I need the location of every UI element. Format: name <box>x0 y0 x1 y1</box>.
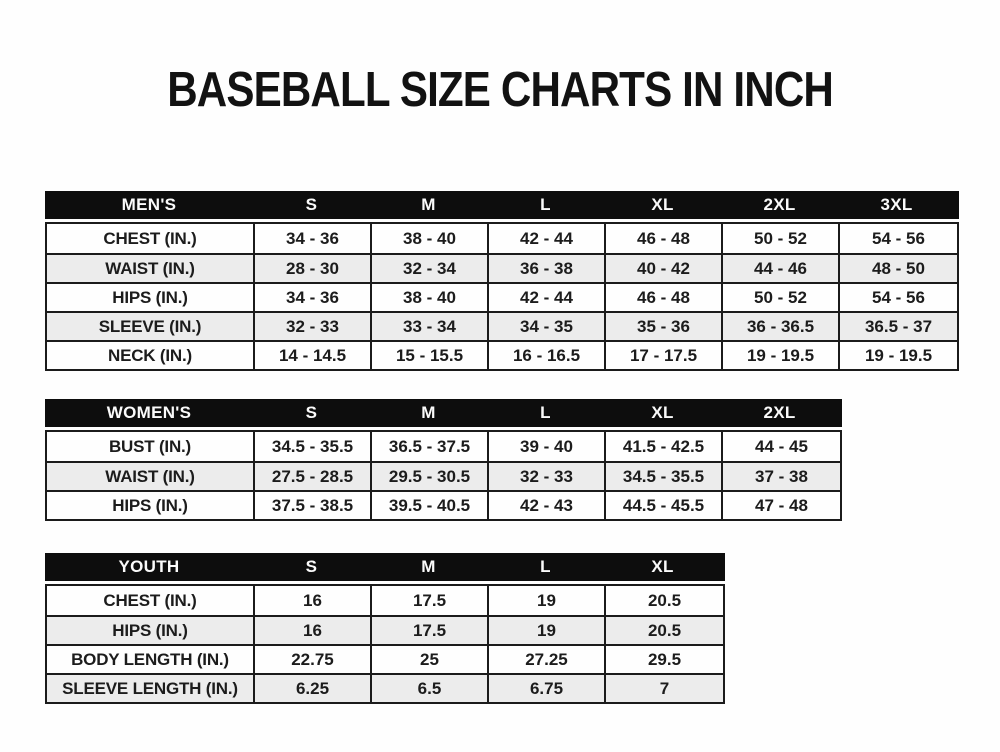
size-value-cell: 6.25 <box>255 675 372 702</box>
size-value-cell: 42 - 43 <box>489 492 606 519</box>
size-value-cell: 19 <box>489 617 606 644</box>
womens-header-label: WOMEN'S <box>106 403 192 422</box>
size-value-cell: 44 - 45 <box>755 436 808 456</box>
womens-size-table <box>45 399 842 521</box>
table-row <box>47 673 723 702</box>
row-label: WAIST (IN.) <box>47 255 255 282</box>
size-value-cell: 22.75 <box>255 646 372 673</box>
size-value-cell: 38 - 40 <box>372 284 489 311</box>
table-row <box>47 311 957 340</box>
mens-table-header <box>45 191 959 219</box>
table-row <box>47 461 840 490</box>
size-value-cell: 17.5 <box>372 586 489 615</box>
size-value-cell: 36 - 36.5 <box>723 313 840 340</box>
size-value-cell: 16 - 16.5 <box>489 342 606 369</box>
youth-column-header-s: S <box>305 557 318 576</box>
size-value-cell: 54 - 56 <box>872 287 925 307</box>
size-value-cell: 36.5 - 37.5 <box>372 432 489 461</box>
size-value-cell: 37 - 38 <box>755 466 808 486</box>
size-value-cell: 19 - 19.5 <box>864 345 933 365</box>
size-value-cell: 50 - 52 <box>723 224 840 253</box>
womens-column-header-l: L <box>540 403 551 422</box>
size-value-cell: 36 - 38 <box>489 255 606 282</box>
size-value-cell: 39 - 40 <box>489 432 606 461</box>
size-value-cell: 15 - 15.5 <box>372 342 489 369</box>
size-value-cell: 44.5 - 45.5 <box>606 492 723 519</box>
table-row <box>47 615 723 644</box>
table-row <box>47 282 957 311</box>
table-row <box>47 253 957 282</box>
size-value-cell: 28 - 30 <box>255 255 372 282</box>
womens-column-header-s: S <box>305 403 318 422</box>
size-value-cell: 40 - 42 <box>606 255 723 282</box>
mens-column-header-s: S <box>305 195 318 214</box>
mens-column-header-xl: XL <box>651 195 674 214</box>
size-value-cell: 35 - 36 <box>606 313 723 340</box>
womens-column-header-m: M <box>421 403 436 422</box>
row-label: HIPS (IN.) <box>47 284 255 311</box>
mens-size-table <box>45 191 959 371</box>
youth-size-table <box>45 553 725 704</box>
mens-table-body <box>45 222 959 371</box>
table-row <box>47 340 957 369</box>
size-value-cell: 19 - 19.5 <box>723 342 840 369</box>
table-row <box>47 586 723 615</box>
size-value-cell: 34.5 - 35.5 <box>255 432 372 461</box>
size-value-cell: 34 - 35 <box>489 313 606 340</box>
size-value-cell: 37.5 - 38.5 <box>255 492 372 519</box>
size-value-cell: 20.5 <box>647 620 682 640</box>
size-value-cell: 42 - 44 <box>489 224 606 253</box>
size-value-cell: 36.5 - 37 <box>864 316 933 336</box>
size-value-cell: 17 - 17.5 <box>606 342 723 369</box>
size-value-cell: 46 - 48 <box>606 284 723 311</box>
size-value-cell: 27.5 - 28.5 <box>255 463 372 490</box>
mens-header-label: MEN'S <box>121 195 177 214</box>
size-value-cell: 50 - 52 <box>723 284 840 311</box>
size-value-cell: 48 - 50 <box>872 258 925 278</box>
page-title-text: BASEBALL SIZE CHARTS IN INCH <box>167 63 833 117</box>
row-label: SLEEVE LENGTH (IN.) <box>47 675 255 702</box>
size-value-cell: 16 <box>255 617 372 644</box>
row-label: WAIST (IN.) <box>47 463 255 490</box>
youth-column-header-xl: XL <box>651 557 674 576</box>
womens-table-header <box>45 399 842 427</box>
size-value-cell: 44 - 46 <box>723 255 840 282</box>
size-value-cell: 32 - 34 <box>372 255 489 282</box>
mens-column-header-2xl: 2XL <box>763 195 796 214</box>
size-value-cell: 42 - 44 <box>489 284 606 311</box>
size-value-cell: 27.25 <box>489 646 606 673</box>
size-value-cell: 39.5 - 40.5 <box>372 492 489 519</box>
mens-column-header-3xl: 3XL <box>880 195 913 214</box>
youth-table-header <box>45 553 725 581</box>
size-value-cell: 17.5 <box>372 617 489 644</box>
row-label: BUST (IN.) <box>47 432 255 461</box>
row-label: CHEST (IN.) <box>47 224 255 253</box>
row-label: NECK (IN.) <box>47 342 255 369</box>
size-value-cell: 7 <box>659 678 670 698</box>
table-row <box>47 490 840 519</box>
size-value-cell: 41.5 - 42.5 <box>606 432 723 461</box>
row-label: CHEST (IN.) <box>47 586 255 615</box>
womens-table-body <box>45 430 842 521</box>
size-value-cell: 6.5 <box>372 675 489 702</box>
womens-column-header-2xl: 2XL <box>763 403 796 422</box>
size-value-cell: 34 - 36 <box>255 224 372 253</box>
size-value-cell: 54 - 56 <box>872 228 925 248</box>
size-value-cell: 38 - 40 <box>372 224 489 253</box>
size-value-cell: 6.75 <box>489 675 606 702</box>
size-value-cell: 34.5 - 35.5 <box>606 463 723 490</box>
womens-column-header-xl: XL <box>651 403 674 422</box>
size-value-cell: 47 - 48 <box>755 495 808 515</box>
youth-table-body <box>45 584 725 704</box>
row-label: HIPS (IN.) <box>47 492 255 519</box>
size-value-cell: 46 - 48 <box>606 224 723 253</box>
youth-column-header-l: L <box>540 557 551 576</box>
row-label: BODY LENGTH (IN.) <box>47 646 255 673</box>
row-label: HIPS (IN.) <box>47 617 255 644</box>
size-value-cell: 16 <box>255 586 372 615</box>
table-row <box>47 644 723 673</box>
mens-column-header-l: L <box>540 195 551 214</box>
row-label: SLEEVE (IN.) <box>47 313 255 340</box>
size-value-cell: 29.5 <box>647 649 682 669</box>
youth-header-label: YOUTH <box>118 557 180 576</box>
mens-column-header-m: M <box>421 195 436 214</box>
size-value-cell: 19 <box>489 586 606 615</box>
table-row <box>47 224 957 253</box>
size-value-cell: 32 - 33 <box>489 463 606 490</box>
table-row <box>47 432 840 461</box>
size-value-cell: 34 - 36 <box>255 284 372 311</box>
size-value-cell: 20.5 <box>647 590 682 610</box>
youth-column-header-m: M <box>421 557 436 576</box>
size-value-cell: 32 - 33 <box>255 313 372 340</box>
size-value-cell: 29.5 - 30.5 <box>372 463 489 490</box>
size-value-cell: 25 <box>372 646 489 673</box>
size-value-cell: 33 - 34 <box>372 313 489 340</box>
size-value-cell: 14 - 14.5 <box>255 342 372 369</box>
